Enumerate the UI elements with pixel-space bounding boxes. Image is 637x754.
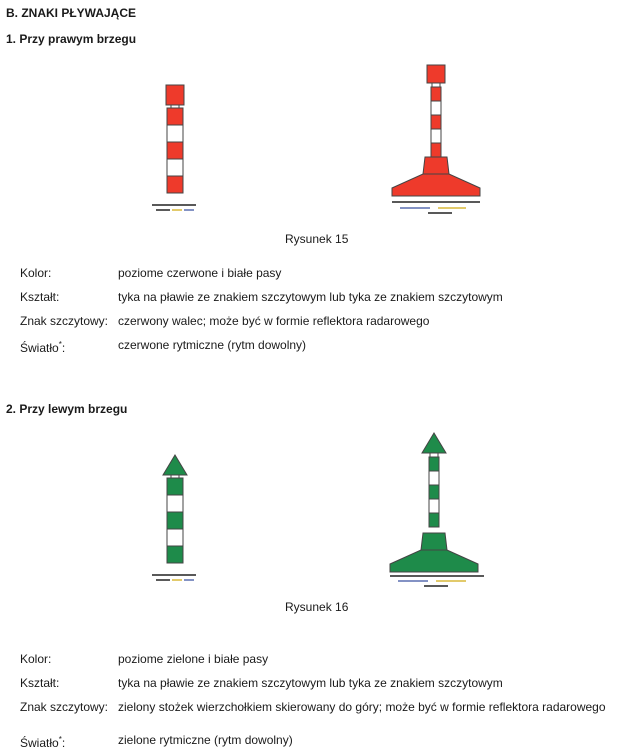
green-buoy-figure bbox=[378, 428, 498, 588]
sign1-label-shape: Kształt: bbox=[20, 290, 60, 304]
section-title: B. ZNAKI PŁYWAJĄCE bbox=[6, 6, 137, 20]
sign1-value-light: czerwone rytmiczne (rytm dowolny) bbox=[118, 338, 307, 352]
sign1-heading: 1. Przy prawym brzegu bbox=[6, 32, 137, 46]
sign1-value-color: poziome czerwone i białe pasy bbox=[118, 266, 282, 280]
sign2-value-light: zielone rytmiczne (rytm dowolny) bbox=[118, 733, 293, 747]
sign1-caption: Rysunek 15 bbox=[285, 232, 349, 246]
red-pole-figure bbox=[150, 80, 210, 220]
sign2-heading: 2. Przy lewym brzegu bbox=[6, 402, 128, 416]
sign1-value-shape: tyka na pławie ze znakiem szczytowym lub tyka ze znakiem szczytowym bbox=[118, 290, 503, 304]
sign2-value-color: poziome zielone i białe pasy bbox=[118, 652, 269, 666]
red-buoy-figure bbox=[380, 60, 500, 220]
sign2-label-topmark: Znak szczytowy: bbox=[20, 700, 109, 714]
sign1-label-topmark: Znak szczytowy: bbox=[20, 314, 109, 328]
sign1-label-light: Światło*: bbox=[20, 340, 66, 355]
sign2-value-shape: tyka na pławie ze znakiem szczytowym lub tyka ze znakiem szczytowym bbox=[118, 676, 503, 690]
green-pole-figure bbox=[150, 450, 210, 590]
sign2-label-color: Kolor: bbox=[20, 652, 52, 666]
sign1-label-color: Kolor: bbox=[20, 266, 52, 280]
sign2-label-light: Światło*: bbox=[20, 735, 66, 750]
sign2-value-topmark: zielony stożek wierzchołkiem skierowany do góry; może być w formie reflektora radarowego bbox=[118, 700, 606, 714]
sign2-label-shape: Kształt: bbox=[20, 676, 60, 690]
sign1-value-topmark: czerwony walec; może być w formie reflektora radarowego bbox=[118, 314, 430, 328]
sign2-caption: Rysunek 16 bbox=[285, 600, 349, 614]
